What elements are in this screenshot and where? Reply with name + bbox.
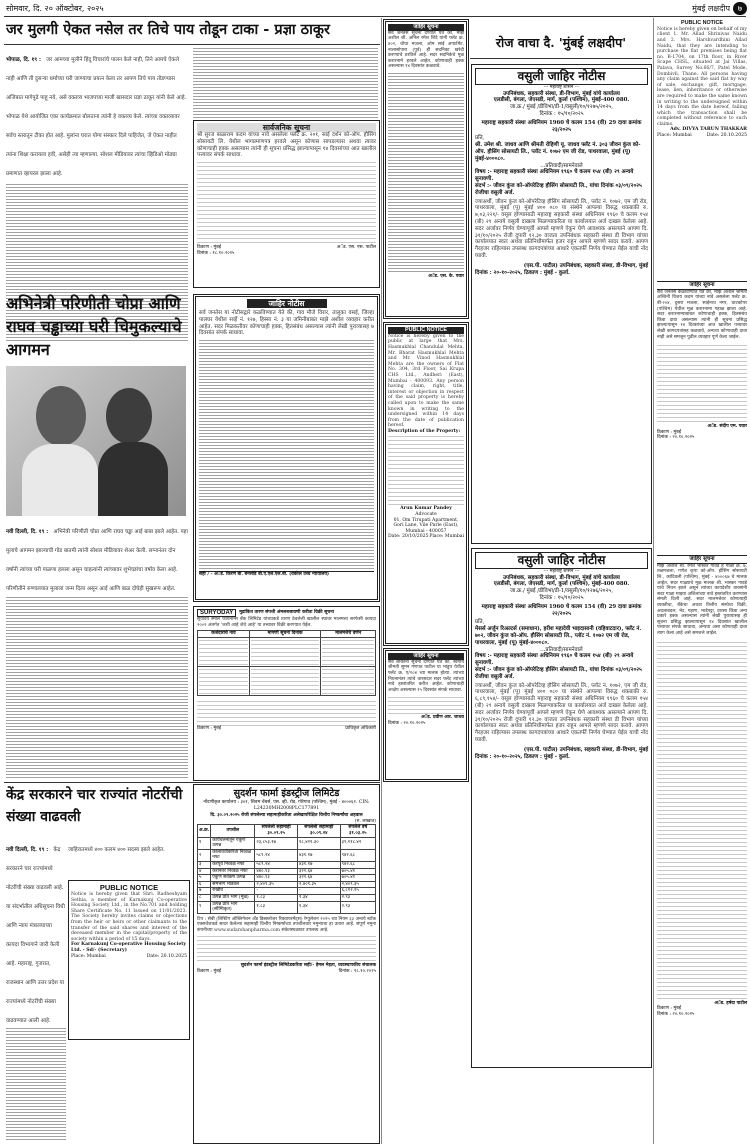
sudarshan-cell: १८,४२१.३० [297,837,340,849]
sudarshan-cell: १.८३ [255,901,298,913]
vasuli-notice-2 [471,548,652,1068]
jahir-suchana-right2-title: जाहिर सूचना [657,555,747,564]
sudarshan-cell: उत्पन्न प्रति भाग (सौम्यिकृत) [211,901,255,913]
vasuli-2-signatory: (एस.पी. पाटील) उपनिबंधक, सहकारी संस्था, डी-विभाग, मुंबई [523,746,648,753]
table-row [198,888,376,895]
sudarshan-cell: कार्यचलनातून एकूण उत्पन्न [211,837,255,849]
public-notice-right-signatory: Adv. DIVYA TARUN THAKKAR [670,127,747,133]
jahir-suchana-right1-body: सर्व जनतेस कळविण्यात येते की, माझे अशील श्रीमती अश्विनी विजय कदम यांच्या नावे असलेला फ्लॅट क्र. बी-२०४, दुसरा मजला, साईनाथ नगर, घाटकोपर (पश्चिम) येथील मूळ करारनामा गहाळ झाला आहे. सदर करारनाम्याबाबत कोणाचाही हक्क, हितसंबंध किंवा दावा असल्यास त्यांनी ही सूचना प्रसिद्ध झाल्यापासून १४ दिवसांच्या आत खालील पत्त्यावर लेखी कागदपत्रांसह कळवावे, अन्यथा कोणाचाही दावा नाही असे समजून पुढील व्यवहार पूर्ण केला जाईल. [657,289,747,340]
public-notice-center-date: Date: 20/10/2025 [388,534,429,540]
sudarshan-signatory: सुदर्शन फार्मा इंडस्ट्रीज लिमिटेडकरिता सही/- हेमल मेहता, व्यवस्थापकीय संचालक [240,963,376,969]
public-notice-right-place: Place: Mumbai [657,133,692,139]
public-notice-center-role: Advocate [415,512,437,518]
vasuli-2-body: ज्याअर्थी, जीवन कुंज को-ऑपरेटिव्ह हौसिंग सोसायटी लि., प्लॉट नं. १०७२, एम जी रोड, पाथरवाला, मुंबई (पू) मुंबई ४०० ०८० या संस्थेने आपल्या विरुद्ध थकबाकी रु. ६,८९,१५४/- वसूल होण्यासाठी महाराष्ट्र सहकारी संस्था अधिनियम १९६० चे कलम १५४ (बी) २९ अन्वये वसुली दाखला मिळण्याकरिता या कार्यालयात अर्ज दाखल केलेला आहे. सदर अर्जावर निर्णय घेण्यापूर्वी आपले म्हणणे ऐकून घेणे आवश्यक असल्याने आपण दि. ३१/१०/२०२५ रोजी दुपारी १२.३० वाजता उपनिबंधक सहकारी संस्था डी विभाग यांच्या कार्यालयात स्वतः अथवा प्रतिनिधीमार्फत हजर राहून आपले म्हणणे सादर करावे. आपण गैरहजर राहिल्यास उपलब्ध कागदपत्रांच्या आधारे एकतर्फी निर्णय घेण्यात येईल याची नोंद घ्यावी. [475,682,648,743]
sudarshan-cell: २,४०९.३५ [255,881,298,888]
lakshadeep-banner: रोज वाचा दै. 'मुंबई लक्षदीप' [495,35,627,50]
sudarshan-cell: - [255,888,298,895]
notary-dateline: नवी दिल्ली, दि. १९ : [6,847,49,853]
sudarshan-cell: ८ [198,894,211,901]
public-notice-center-desc-title: Description of the Property: [388,428,461,434]
vasuli-2-office: --- महाराष्ट्र शासन --- [543,569,580,574]
sudarshan-results-box [193,784,380,1144]
suryoday-col-property: मालमत्तेचे वर्णन [321,631,376,638]
table-row [198,901,376,913]
sudarshan-cell: एकूण सर्वंकष उत्पन्न [211,875,255,882]
sudarshan-header-cell: अ.क्र. [198,825,211,837]
masthead-date: सोमवार, दि. २० ऑक्टोबर, २०२५ [6,4,104,13]
jahir-suchana-top-signatory: अॅड. एस. के. पवार [428,273,464,279]
jahir-suchana-right2-signatory: अॅड. हर्षदा पाटील [714,1000,747,1006]
notary-story-col2 [68,836,190,876]
jahir-notice-title: जाहिर नोटीस [247,299,327,308]
public-notice-left-box [68,880,190,1040]
vasuli-2-address: एलडीसी, बंगला, जेएसडी, मार्ग, कुर्ला (पश्चिम), मुंबई-400 080. [493,581,630,588]
vasuli-2-file-no: जा.क्र./ मुंबई /डीविभा/डी-1/वसुली/१०/१२७६/२०२५, [510,588,613,595]
sudarshan-cell: २३,८५३.१७ [255,837,298,849]
jahir-suchana-center-signatory: अॅड. प्रवीण आर. जाधव [421,715,464,721]
actress-story [6,518,188,780]
sudarshan-unit: (रु. लाखात) [354,818,376,824]
sudarshan-cell: कालावधीकरिता निव्वळ नफा [211,849,255,861]
main-dateline: भोपाळ, दि. १९ : [6,57,41,63]
public-notice-center-box [383,322,469,646]
vasuli-2-vs: ...प्रतिवादी/सामनेवाले [540,646,583,653]
jahir-suchana-right2-body: माझे अशील श्री. रमेश भास्कर गावडे हे गाळा क्र. ७, तळमजला, गणेश कृपा को-ऑप. हौसिंग सोसायटी लि., कांदिवली (पश्चिम), मुंबई - ४०००६७ चे मालक आहेत. सदर गाळ्याचे मूळ मालक श्री. भास्कर गावडे यांचे निधन झाले असून त्यांच्या कायदेशीर वारसांनी सदर गाळा माझ्या अशिलांच्या नावे हस्तांतरित करण्यास संमती दिली आहे. सदर मालमत्तेवर कोणत्याही व्यक्तीचा, बँकेचा अथवा वित्तीय संस्थेचा विक्री, अदलाबदल, भेट, गहाण, भाडेपट्टा, वारसा किंवा अन्य प्रकारे हक्क असल्यास त्यांनी लेखी पुराव्यासह ही सूचना प्रसिद्ध झाल्यापासून १४ दिवसांत खालील पत्त्यावर संपर्क साधावा, अन्यथा असा कोणताही दावा त्याग केला आहे असे समजले जाईल. [657,563,747,636]
sudarshan-cell: ५८९.२४ [255,849,298,861]
sudarshan-cell: ५ [198,875,211,882]
sudarshan-cell: ३ [198,861,211,868]
vasuli-1-date: दिनांक : १५/१०/२०२५ [539,110,584,117]
vasuli-notice-1 [471,64,652,544]
actress-headline: अभिनेत्री परिणीती चोप्रा आणि राघव चड्ढाच्या घरी चिमुकल्याचे आगमन [6,294,182,359]
public-notice-center-address: 01, Om Tirupati Apartment, Gori Lane, Vile Parle (East), Mumbai - 400057 [393,517,459,534]
sudarshan-header-cell: तपशील [211,825,255,837]
sudarshan-cell: १ [198,837,211,849]
sudarshan-cell: २.९३ [340,894,375,901]
jahir-suchana-right2-place: ठिकाण : मुंबई [657,1006,681,1012]
sarvajanik-suchana-title: सार्वजनिक सूचना [197,123,376,132]
masthead-rule [4,16,746,17]
sudarshan-cell: १.८३ [255,894,298,901]
masthead-paper-name: मुंबई लक्षदीप [692,4,730,13]
suryoday-signatory: प्राधिकृत अधिकारी [345,725,376,731]
vasuli-1-vs: ...प्रतिवादी/सामनेवाले [540,162,583,169]
jahir-suchana-center-date: दिनांक : २०.१०.२०२५ [388,720,426,726]
vasuli-1-act: महाराष्ट्र सहकारी संस्था अधिनियम 1960 चे कलम 154 (वी) 29 दावा क्रमांक २३/२०२५ [481,119,642,133]
public-notice-left-signatory: For Karnakunj Co-operative Housing Society Ltd. - Sd/- (Secretary) [71,942,187,953]
public-notice-center-body: Notice is hereby given to the public at large that Mrs. Hasmukhlal Chandulal Mehta, Mr. Bharat Hasmukhlal Mehta and Mr. Vinod Hasmukhlal Mehta are the owners of Flat No. 304, 3rd Floor, Sai Krupa CHS Ltd., Andheri (East), Mumbai - 400093. Any person having claim, right, title, interest or objection in respect of the said property is hereby called upon to make the same known in writing to the undersigned within 14 days from the date of publication hereof. [388,333,464,429]
sarvajanik-suchana-place: ठिकाण : मुंबई [197,245,221,251]
vasuli-1-body: ज्याअर्थी, जीवन कुंज को-ऑपरेटिव्ह हौसिंग सोसायटी लि., प्लॉट नं. १०७२, एम जी रोड, पाथरवाला, मुंबई (पू) मुंबई ४०० ०८० या संस्थेने आपल्या विरुद्ध थकबाकी रु. ७,०३,२२१/- वसूल होण्यासाठी महाराष्ट्र सहकारी संस्था अधिनियम १९६० चे कलम १५४ (बी) २९ अन्वये वसुली दाखला मिळण्याकरिता या कार्यालयात अर्ज दाखल केलेला आहे. सदर अर्जावर निर्णय घेण्यापूर्वी आपले म्हणणे ऐकून घेणे आवश्यक असल्याने आपण दि. ३१/१०/२०२५ रोजी दुपारी १२.३० वाजता उपनिबंधक सहकारी संस्था डी विभाग यांच्या कार्यालयात स्वतः अथवा प्रतिनिधीमार्फत हजर राहून आपले म्हणणे सादर करावे. आपण गैरहजर राहिल्यास उपलब्ध कागदपत्रांच्या आधारे एकतर्फी निर्णय घेण्यात येईल याची नोंद घ्यावी. [475,198,648,259]
sudarshan-cell: ९४२.६८ [340,849,375,861]
actress-photo [6,366,186,516]
vasuli-1-reference: संदर्भ :- जीवन कुंज को-ऑपरेटिव्ह हौसिंग सोसायटी लि., यांचा दिनांक ०३/०९/२०२५ रोजीचा वसुली अर्ज. [475,182,642,196]
notary-story-body2: जाहिरातमध्ये ४०० कलम ४०० सदस्य झाले आहेत. [68,847,165,853]
vasuli-2-date: दिनांक : १५/१०/२०२५ [539,594,584,601]
sudarshan-note: टिप : सेबी (लिस्टिंग ऑब्लिगेशन अँड डिस्क्लोजर रिक्वायरमेंट्स) रेग्युलेशन २०१५ च्या नियम ३३ अन्वये स्टॉक एक्सचेंजकडे सादर केलेल्या सहामाही वित्तीय निष्कर्षांच्या तपशीलवार नमुन्याचा हा उतारा आहे. संपूर्ण नमुना कंपनीच्या www.sudarshanpharma.com संकेतस्थळावर उपलब्ध आहे. [197,916,376,933]
sudarshan-cell: ४ [198,868,211,875]
sudarshan-result-title: दि. ३०.०९.२०२५ रोजी संपलेल्या सहामाहीकरिता अलेखापरिक्षित वित्तीय निष्कर्षांचा अहवाल [210,813,363,819]
sudarshan-cell: ४४०.९३ [255,868,298,875]
sudarshan-date: दिनांक : १८.१०.२०२५ [338,969,376,975]
sarvajanik-suchana-box [193,120,380,288]
vasuli-1-office: --- महाराष्ट्र शासन --- [543,85,580,90]
sudarshan-cell: ५८९.२४ [255,861,298,868]
sudarshan-cell: करपूर्व निव्वळ नफा [211,861,255,868]
jahir-suchana-right1-box [656,280,748,550]
sudarshan-cell: ४३१.१७ [297,849,340,861]
sudarshan-cell: २.९३ [340,901,375,913]
vasuli-1-address: एलडीसी, बंगला, जेएसडी, मार्ग, कुर्ला (पश्चिम), मुंबई-400 080. [493,97,630,104]
sudarshan-cell: ९४२.६८ [340,861,375,868]
suryoday-table [197,630,376,696]
jahir-suchana-top-body: सर्व जनतेस सूचना देण्यात येते की, माझे अशील श्री. अनिल रमेश शिंदे यांनी फ्लॅट क्र. ४०२, चौथा मजला, ओम साई अपार्टमेंट, नालासोपारा (पूर्व) ही सदनिका खरेदी करण्याचे ठरविले आहे. सदर सदनिकेचे मूळ करारनामे हरवले आहेत. कोणाचाही हक्क असल्यास १४ दिवसांत कळवावे. [388,30,464,70]
sudarshan-cell: १.३४ [297,894,340,901]
suryoday-place: ठिकाण : मुंबई [197,725,221,731]
sudarshan-place: ठिकाण : मुंबई [197,969,221,975]
sudarshan-address: नोंदणीकृत कार्यालय : ३०१, शिवम चेंबर्स, एस. व्ही. रोड, गोरेगाव (पश्चिम), मुंबई - ४०००६२. CIN: L24230MH2008PLC177891 [203,800,370,811]
sudarshan-header-cell: संपलेली सहामाही ३०.०९.२४ [297,825,340,837]
vasuli-2-sign-date: दिनांक : २०-१०-२०२५, ठिकाण : मुंबई - कुर्ला. [475,753,570,760]
vasuli-2-prati: प्रति, [475,619,485,626]
jahir-notice-body: सर्व जनतेस या नोटीसद्वारे कळविण्यात येते की, गाव मौजे विरार, तालुका वसई, जिल्हा पालघर येथील सर्व्हे नं. १२७, हिस्सा नं. ३ या जमिनीबाबत माझे अशील व्यवहार करीत आहेत. सदर मिळकतीवर कोणाचाही हक्क, हितसंबंध असल्यास त्यांनी लेखी पुराव्यासह ७ दिवसांत संपर्क साधावा. [199,310,374,337]
vasuli-1-file-no: जा.क्र./ मुंबई /डीविभा/डी-1/वसुली/१०/१२७५/२०२५, [510,104,613,111]
notary-story-body: केंद्र सरकारने चार राज्यांमध्ये नोटरींची संख्या वाढवली आहे. या संदर्भातील अधिसूचना विधी आणि न्याय मंत्रालयाच्या कायदा विभागाने जारी केली आहे. महाराष्ट्र, गुजरात, राजस्थान आणि उत्तर प्रदेश या राज्यांमध्ये नोटरींची संख्या वाढवण्यात आली आहे. [6,847,65,1024]
suryoday-title: मुद्रांकित तारण संपत्ती अंमलबजावणी करीता विक्री सूचना [239,610,334,616]
notary-headline: केंद्र सरकारने चार राज्यांत नोटरींची संख्या वाढवली [6,787,183,825]
main-story-column-2 [193,46,378,118]
vasuli-2-subject: विषय :- महाराष्ट्र सहकारी संस्था अधिनियम १९६० चे कलम १५४ (बी) २९ अन्वये सुनावणी. [475,653,634,667]
public-notice-right-title: PUBLIC NOTICE [681,20,723,26]
public-notice-left-date: Date: 20.10.2025 [146,953,187,959]
vasuli-2-issuer: उपनिबंधक, सहकारी संस्था, डी-विभाग, मुंबई यांचे कार्यालय [503,574,620,581]
sudarshan-cell: ९ [198,901,211,913]
sudarshan-cell: ३२२.६४ [297,868,340,875]
public-notice-center-title: PUBLIC NOTICE [388,327,464,334]
sudarshan-cell: करानंतर निव्वळ नफा [211,868,255,875]
vasuli-1-issuer: उपनिबंधक, सहकारी संस्था, डी-विभाग, मुंबई यांचे कार्यालय [503,90,620,97]
jahir-suchana-right2-box [656,554,748,1144]
sarvajanik-suchana-body: श्री सुरज बाळाराम कदम यांच्या नावे असलेला फ्लॅट क्र. २०१, साई दर्शन को-ऑप. हौसिंग सोसायटी लि. येथील भागप्रमाणपत्र हरवले असून कोणास सापडल्यास अथवा त्यावर कोणाचाही हक्क असल्यास त्यांनी ही सूचना प्रसिद्ध झाल्यापासून १४ दिवसांच्या आत खालील पत्त्यावर संपर्क साधावा. [197,132,376,159]
sudarshan-company-name: सुदर्शन फार्मा इंडस्ट्रीज लिमिटेड [233,788,340,799]
suryoday-logo: SURYODAY [197,609,236,617]
sudarshan-cell: १.३४ [297,901,340,913]
table-row [198,894,376,901]
public-notice-left-place: Place: Mumbai [71,953,106,959]
table-row [198,875,376,882]
public-notice-center-signatory: Arun Kumar Pandey [400,506,452,512]
table-row [198,849,376,861]
jahir-suchana-right1-place: ठिकाण : मुंबई [657,429,681,435]
main-story-body: जर आमच्या मुलीने हिंदू विचारांचे पालन केले नाही, तिने आमचे ऐकले नाही आणि ती दुसऱ्या धर्माच्या घरी जाण्याचा प्रयत्न केला तर आपण तिचे पाय तोडण्यास अजिबात मागेपुढे पाहू नये, असे वक्तव्य भाजपच्या माजी खासदार प्रज्ञा ठाकूर यांनी केले आहे. भोपाळ येथे आयोजित एका कार्यक्रमात बोलताना त्यांनी हे वक्तव्य केले. त्यांच्या वक्तव्यावर सर्वच स्तरातून टीका होत आहे. मुलांना घरात योग्य संस्कार दिले पाहिजेत, जे ऐकत नाहीत त्यांना शिक्षा करायला हवी, असेही त्या म्हणाल्या. सोशल मीडियावर त्यांचा व्हिडिओ मोठ्या प्रमाणात व्हायरल झाला आहे. [6,57,187,177]
sudarshan-header-cell: संपलेली सहामाही ३०.०९.२५ [255,825,298,837]
sudarshan-results-table [197,824,376,913]
sudarshan-cell: समभाग भांडवल [211,881,255,888]
vasuli-1-subject: विषय :- महाराष्ट्र सहकारी संस्था अधिनियम १९६० चे कलम १५४ (बी) २९ अन्वये सुनावणी. [475,169,634,183]
vasuli-1-addressee: श्री. उमेश श्री. जाधव आणि श्रीमती रोहिणी यू. जाधव फ्लॅट नं. ३०३ जीवन कुंज को-ऑप. हौसिंग सोसायटी लि., प्लॉट नं. १०७२ एम जी रोड, पाथरवाला, मुंबई (पू) मुंबई-४०००८०. [475,142,641,162]
sarvajanik-suchana-signatory: अॅड. एस. एस. पाटील [336,245,376,251]
actress-story-body: अभिनेत्री परिणीती चोप्रा आणि राघव चड्ढा आई बाबा झाले आहेत. पहा मुलाचे आगमन झाल्याची गोड बातमी त्यांनी सोशल मीडियावर शेअर केली. लग्नानंतर दोन वर्षांनी त्यांच्या घरी पाळणा हलला असून चाहत्यांनी त्यांच्यावर शुभेच्छांचा वर्षाव केला आहे. परिणीतीने रुग्णालयात मुलाला जन्म दिला असून आई आणि बाळ दोघेही सुखरूप आहेत. [6,529,188,592]
sudarshan-cell: २,४०९.३५ [340,881,375,888]
sudarshan-cell: २,४०९.३५ [297,881,340,888]
sudarshan-cell: ३९,११८.४२ [340,837,375,849]
sudarshan-cell: ६,८१२.१५ [340,888,375,895]
page-number: ७ [733,2,747,15]
jahir-suchana-top-box [383,19,469,319]
sudarshan-cell: - [297,888,340,895]
jahir-suchana-center-body: सर्व लोकांना सूचना देण्यात येते की, स्वर्गीय श्रीमती सुमन गणपत पाटील या भांडुप येथील फ्लॅट क्र. ए/१०४ च्या मालक होत्या. त्यांच्या निधनानंतर त्यांचे वारसदार सदर फ्लॅट त्यांच्या नावे हस्तांतरित करीत आहेत. कोणाचाही आक्षेप असल्यास १५ दिवसांत संपर्क साधावा. [388,659,464,693]
jahir-suchana-top-title: जाहिर सूचना [388,24,464,31]
vasuli-2-reference: संदर्भ :- जीवन कुंज को-ऑपरेटिव्ह हौसिंग सोसायटी लि., यांचा दिनांक ०३/०९/२०२५ रोजीचा वसुली अर्ज. [475,666,642,680]
jahir-suchana-right1-signatory: अॅड. संदीप एम. पवार [707,424,747,430]
main-headline: जर मुलगी ऐकत नसेल तर तिचे पाय तोडून टाका - प्रज्ञा ठाकूर [6,21,330,38]
public-notice-center-place: Place: Mumbai [429,534,464,540]
jahir-suchana-right1-title: जाहिर सूचना [657,281,747,290]
vasuli-2-act: महाराष्ट्र सहकारी संस्था अधिनियम 1960 चे कलम 154 (वी) 29 दावा क्रमांक २२/२०२५ [481,603,642,617]
table-row [198,837,376,849]
suryoday-body: सूर्योदय स्मॉल फायनान्स बँक लिमिटेड यांच्याकडे तारण ठेवलेली खालील स्थावर मालमत्ता सरफेसी कायदा २००२ अंतर्गत 'जशी आहे जेथे आहे' या तत्त्वावर विक्री करण्यात येईल. [197,617,376,628]
vasuli-1-signatory: (एस.पी. पाटील) उपनिबंधक, सहकारी संस्था, डी-विभाग, मुंबई [523,262,648,269]
suryoday-col-borrower: कर्जदाराचे नाव [198,631,250,638]
sudarshan-cell: ४३१.१७ [297,861,340,868]
jahir-suchana-center-title: जाहिर सूचना [388,653,464,660]
jahir-notice-box [193,294,380,602]
table-row [198,881,376,888]
public-notice-left-title: PUBLIC NOTICE [99,883,159,892]
suryoday-notice-box [193,606,380,781]
suryoday-col-date: मागणी सूचना दिनांक [249,631,321,638]
public-notice-right-body: Notice is hereby given on behalf of my client 1. Mr. Allad Shrinivas Naidu and 2. Mrs. Harshvardhini Allad Naidu, that they are intending to purchase the flat premises being flat no. B-1704, on 17th floor, in River Scape CHSL, situated at Jai Villas, Palava, Survey No.66/7, Patel Mode, Dombivli, Thane. All persons having any claim against the said flat by way of sale, exchange, gift, mortgage, lease, lien, inheritance or otherwise are required to make the same known in writing to the undersigned within 14 days from the date hereof, failing which the transaction shall be completed without reference to such claims. [657,26,747,127]
vasuli-1-prati: प्रति, [475,135,485,142]
sudarshan-cell: ७०५.४१ [340,868,375,875]
jahir-suchana-right2-date: दिनांक : २०.१०.२०२५ [657,1011,695,1017]
vasuli-2-addressee: मेसर्स अर्जुन रिअल्टर्स (समाधान), हरीश महादेवी भाइदासानी (वहिवाटदार), फ्लॅट नं. ७०२, जीवन कुंज को-ऑप. हौसिंग सोसायटी लि., प्लॉट नं. १०७२ एम जी रोड, पाथरवाला, मुंबई (पू) मुंबई-४०००८०. [475,626,642,646]
public-notice-left-body: Notice is hereby given that Shri. Radheshyam Sethia, a member of Karnakunj Co-operative Housing Society Ltd., in the No.701 and holding Share Certificate No. 11 Issued on 11/01/2023. The Society hereby invites claims or objections from the heir or heirs or other claimants to the transfer of the said shares and interest of the deceased member in the capital/property of the society within a period of 15 days. [71,892,187,942]
jahir-notice-signatory: सही / - अॅड. किरण बी. बनसोडे बी.ए.एल.एल.बी. (वकील उच्च न्यायालय) [199,571,374,578]
vasuli-2-title: वसुली जाहिर नोटीस [475,552,648,569]
sudarshan-cell: ७ [198,888,211,895]
sudarshan-cell: ७०५.४१ [340,875,375,882]
vasuli-1-sign-date: दिनांक : २०-१०-२०२५, ठिकाण : मुंबई - कुर्ला. [475,269,570,276]
sudarshan-cell: २ [198,849,211,861]
actress-dateline: नवी दिल्ली, दि. १९ : [6,529,49,535]
vasuli-1-title: वसुली जाहिर नोटीस [475,68,648,85]
sudarshan-cell: राखीव [211,888,255,895]
sudarshan-cell: ६ [198,881,211,888]
sudarshan-cell: उत्पन्न प्रति भाग (मूळ) [211,894,255,901]
sudarshan-cell: ३२२.६४ [297,875,340,882]
sudarshan-cell: ४४०.९३ [255,875,298,882]
public-notice-right-box [656,19,748,279]
jahir-suchana-right1-date: दिनांक : २०.१०.२०२५ [657,435,695,441]
sudarshan-header-cell: संपलेले वर्ष ३१.०३.२५ [340,825,375,837]
public-notice-right-date: Date: 20.10.2025 [706,133,747,139]
sarvajanik-suchana-date: दिनांक : १८.१०.२०२५ [197,250,235,256]
notary-story [6,836,66,1142]
table-row [198,861,376,868]
table-row [198,868,376,875]
jahir-suchana-center-box [383,648,469,782]
